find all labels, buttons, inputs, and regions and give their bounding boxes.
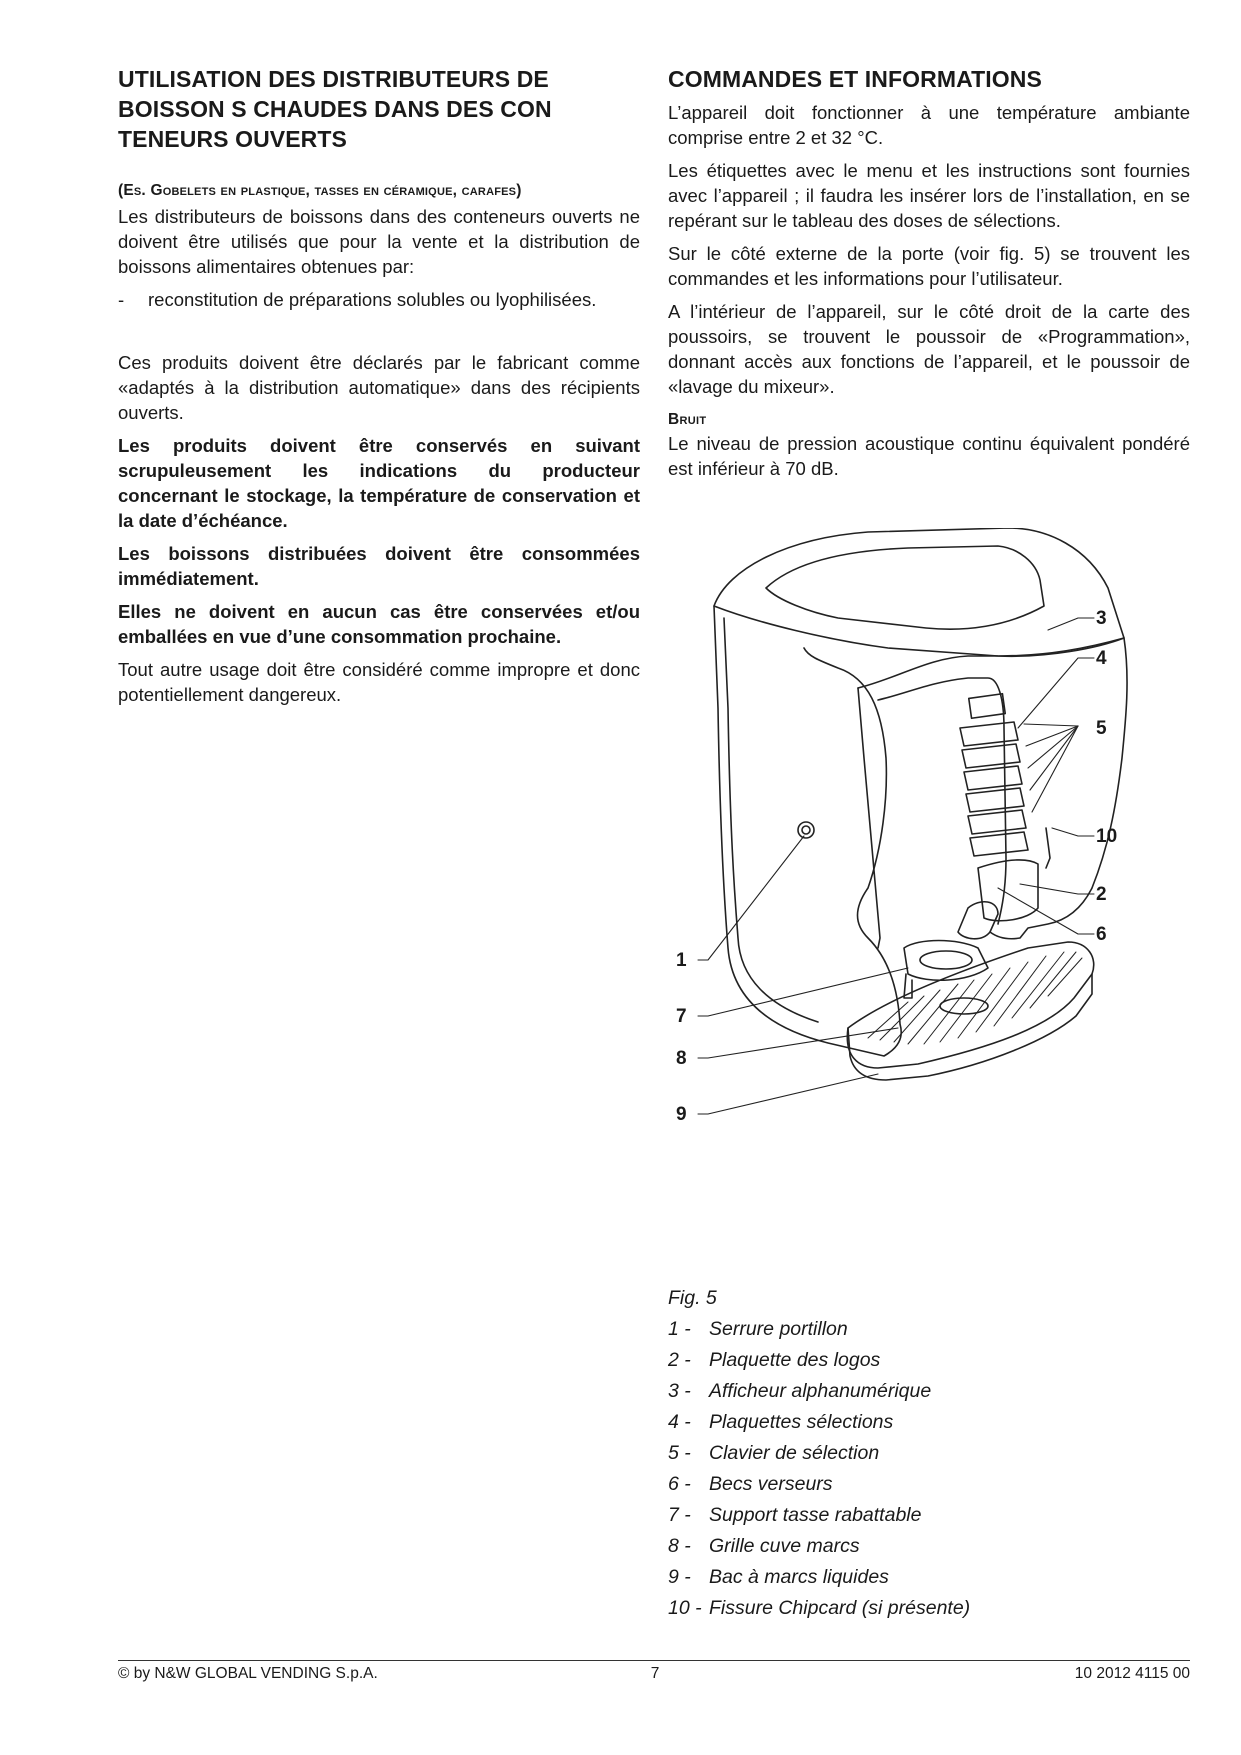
- legend-text: Fissure Chipcard (si présente): [709, 1597, 971, 1619]
- section-title-commandes: COMMANDES ET INFORMATIONS: [668, 66, 1042, 92]
- paragraph: Les étiquettes avec le menu et les instructions sont fournies avec l’appareil ; il faudra les insérer lors de l’installation, en se repérant sur le tableau des doses de sélections.: [668, 160, 1190, 231]
- legend-item: [668, 1531, 1188, 1562]
- paragraph: Tout autre usage doit être considéré comme impropre et donc potentiellement dangereux.: [118, 659, 640, 705]
- drip-tray-grid: [940, 998, 988, 1014]
- legend-item: [668, 1469, 1188, 1500]
- legend-item: [668, 1438, 1188, 1469]
- legend-number: 10 -: [668, 1597, 702, 1619]
- right-column: [668, 64, 1190, 489]
- callout-7: 7: [676, 1006, 687, 1027]
- legend-text: Becs verseurs: [709, 1473, 833, 1495]
- selection-keypad: [960, 722, 1028, 856]
- callout-5: 5: [1096, 718, 1107, 739]
- figure-legend: [668, 1314, 1188, 1624]
- callout-8: 8: [676, 1048, 687, 1069]
- paragraph: Les distributeurs de boissons dans des conteneurs ouverts ne doivent être utilisés que pour la vente et la distribution de boissons alimentaires obtenues par:: [118, 206, 640, 277]
- legend-item: [668, 1407, 1188, 1438]
- paragraph: A l’intérieur de l’appareil, sur le côté droit de la carte des poussoirs, se trouvent le poussoir de «Programmation», donnant accès aux fonctions de l’appareil, et le poussoir de «lavage du mixeur».: [668, 301, 1190, 397]
- legend-item: [668, 1500, 1188, 1531]
- callout-4: 4: [1096, 648, 1107, 669]
- legend-number: 9 -: [668, 1566, 691, 1588]
- paragraph: Sur le côté externe de la porte (voir fig. 5) se trouvent les commandes et les informations pour l’utilisateur.: [668, 243, 1190, 289]
- door-edge: [878, 678, 1006, 924]
- section-title-utilisation: UTILISATION DES DISTRIBUTEURS DE BOISSON S CHAUDES DANS DES CON TENEURS OUVERTS: [118, 66, 552, 152]
- legend-text: Plaquettes sélections: [709, 1411, 894, 1433]
- paragraph: Le niveau de pression acoustique continu équivalent pondéré est inférieur à 70 dB.: [668, 433, 1190, 479]
- footer-page-number: 7: [650, 1665, 660, 1682]
- callout-3: 3: [1096, 608, 1107, 629]
- logo-plate: [978, 860, 1038, 921]
- door-lock: [798, 822, 814, 838]
- legend-text: Clavier de sélection: [709, 1442, 880, 1464]
- vending-machine-illustration: [668, 528, 1168, 1268]
- chipcard-slot: [1046, 828, 1050, 868]
- legend-number: 5 -: [668, 1442, 691, 1464]
- display: [969, 694, 1005, 719]
- footer-doc-number: 10 2012 4115 00: [1074, 1665, 1190, 1682]
- callout-10: 10: [1096, 826, 1118, 847]
- door-panel: [858, 688, 880, 948]
- callout-9: 9: [676, 1104, 687, 1125]
- legend-number: 4 -: [668, 1411, 691, 1433]
- legend-number: 6 -: [668, 1473, 691, 1495]
- lid-inner: [766, 546, 1044, 629]
- paragraph: L’appareil doit fonctionner à une température ambiante comprise entre 2 et 32 °C.: [668, 102, 1190, 148]
- cup-support-grid: [920, 951, 972, 969]
- warning-paragraph: Les produits doivent être conservés en suivant scrupuleusement les indications du producteur concernant le stockage, la température de conservation et la date d’échéance.: [118, 435, 640, 531]
- section-subtitle: (Es. Gobelets en plastique, tasses en céramique, carafes): [118, 182, 522, 199]
- callout-6: 6: [1096, 924, 1107, 945]
- left-column: [118, 64, 640, 715]
- warning-paragraph: Elles ne doivent en aucun cas être conservées et/ou emballées en vue d’une consommation prochaine.: [118, 601, 640, 647]
- paragraph: Ces produits doivent être déclarés par le fabricant comme «adaptés à la distribution automatique» dans des récipients ouverts.: [118, 352, 640, 423]
- subheading-bruit: Bruit: [668, 411, 707, 428]
- list-item: [118, 287, 640, 312]
- footer-copyright: © by N&W GLOBAL VENDING S.p.A.: [118, 1665, 378, 1682]
- figure-label: Fig. 5: [668, 1287, 717, 1309]
- legend-item: [668, 1562, 1188, 1593]
- drip-tray-front: [848, 974, 1092, 1080]
- warning-paragraph: Les boissons distribuées doivent être consommées immédiatement.: [118, 543, 640, 589]
- list-item-text: reconstitution de préparations solubles ou lyophilisées.: [148, 289, 597, 310]
- legend-item: [668, 1593, 1188, 1624]
- footer-rule: [118, 1660, 1190, 1661]
- legend-item: [668, 1376, 1188, 1407]
- side-inner: [724, 618, 818, 1022]
- legend-number: 3 -: [668, 1380, 691, 1402]
- callout-2: 2: [1096, 884, 1107, 905]
- cup-support: [904, 941, 988, 981]
- legend-number: 2 -: [668, 1349, 691, 1371]
- list-dash: -: [118, 289, 125, 310]
- legend-item: [668, 1314, 1188, 1345]
- legend-text: Support tasse rabattable: [709, 1504, 922, 1526]
- legend-text: Plaquette des logos: [709, 1349, 881, 1371]
- legend-text: Grille cuve marcs: [709, 1535, 860, 1557]
- callout-1: 1: [676, 950, 687, 971]
- legend-text: Afficheur alphanumérique: [709, 1380, 932, 1402]
- legend-number: 1 -: [668, 1318, 691, 1340]
- legend-text: Serrure portillon: [709, 1318, 848, 1340]
- legend-number: 8 -: [668, 1535, 691, 1557]
- figure-caption: [668, 1284, 1188, 1624]
- legend-item: [668, 1345, 1188, 1376]
- side-panel: [714, 606, 901, 1056]
- legend-number: 7 -: [668, 1504, 691, 1526]
- legend-text: Bac à marcs liquides: [709, 1566, 889, 1588]
